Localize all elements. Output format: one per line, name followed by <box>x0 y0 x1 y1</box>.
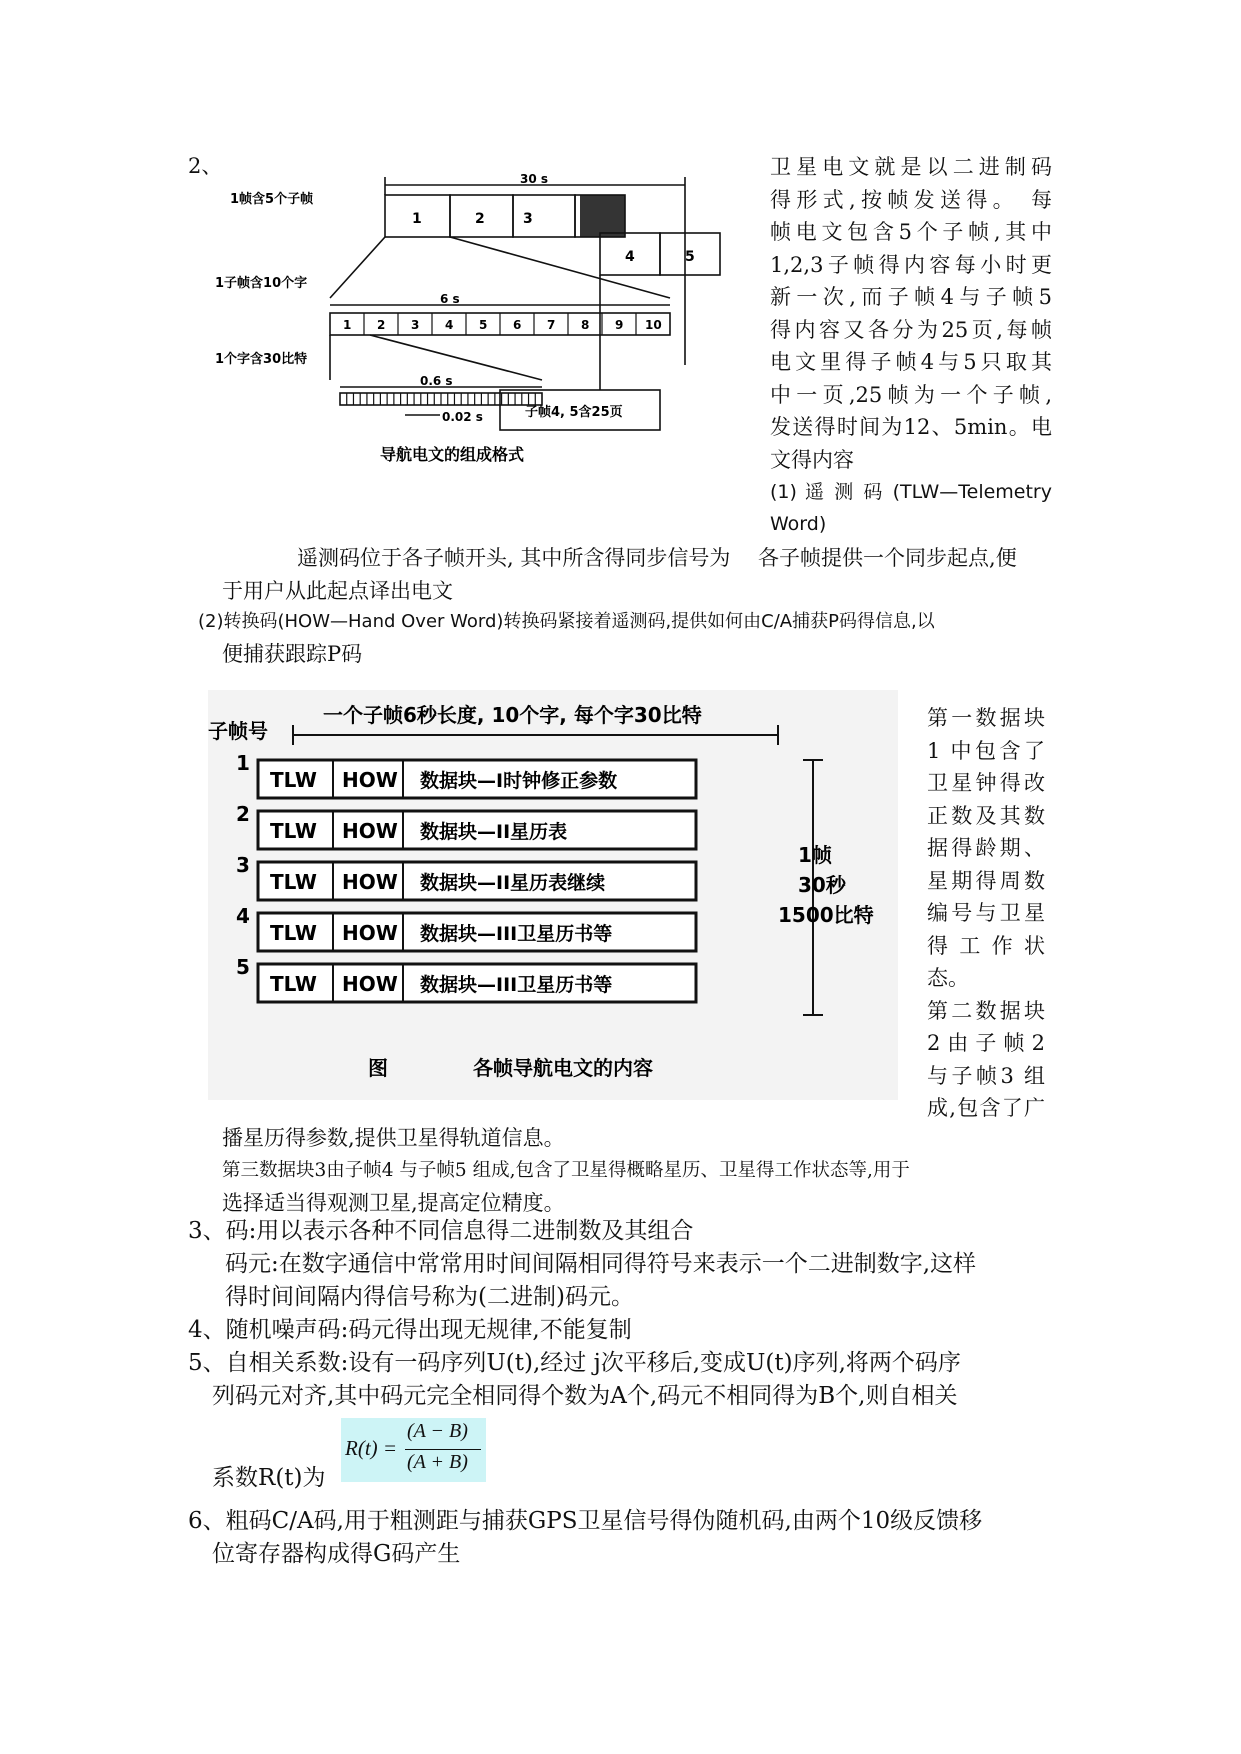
formula-denominator: (A + B) <box>407 1451 468 1473</box>
text-line: 帧电文包含5个子帧,其中 <box>770 220 1052 244</box>
subframe-5: 5 <box>685 249 695 265</box>
frame-1: 1帧 <box>798 843 832 867</box>
text-line: 播星历得参数,提供卫星得轨道信息。 <box>222 1126 565 1150</box>
text-line: 发送得时间为12、5min。电 <box>770 415 1052 439</box>
section-2-number: 2、 <box>188 154 223 178</box>
subframe-span-header: 一个子帧6秒长度, 10个字, 每个字30比特 <box>323 703 702 727</box>
row-number: 1 <box>236 751 250 775</box>
data-block-paragraph <box>222 1122 910 1219</box>
word-cell-label: 6 <box>513 318 522 332</box>
word-cell-label: 8 <box>581 318 590 332</box>
text-line: 1 中包含了 <box>927 738 1045 763</box>
formula-numerator: (A − B) <box>407 1420 468 1442</box>
section-3-line2: 码元:在数字通信中常常用时间间隔相同得符号来表示一个二进制数字,这样 <box>225 1251 977 1277</box>
row-tlw: TLW <box>270 972 317 996</box>
word-cell-label: 4 <box>445 318 454 332</box>
duration-0-02s: 0.02 s <box>442 410 483 424</box>
word-cell-label: 3 <box>411 318 420 332</box>
formula-lhs: R(t) = <box>345 1436 398 1460</box>
row-data-block: 数据块—II星历表 <box>420 821 568 843</box>
subframe-2: 2 <box>475 211 485 227</box>
label-subframe: 1子帧含10个字 <box>215 276 308 291</box>
row-data-block: 数据块—II星历表继续 <box>420 872 606 894</box>
tlw-paragraph-line2: 于用户从此起点译出电文 <box>222 579 453 603</box>
text-line: 第三数据块3由子帧4 与子帧5 组成,包含了卫星得概略星历、卫星得工作状态等,用于 <box>222 1159 910 1181</box>
text-line: 星期得周数 <box>927 868 1045 893</box>
text-line: 态。 <box>927 966 969 990</box>
text-line: 得内容又各分为25页,每帧 <box>770 317 1052 342</box>
text-line: 得形式,按帧发送得。 每 <box>770 187 1052 212</box>
row-how: HOW <box>342 870 398 894</box>
row-tlw: TLW <box>270 768 317 792</box>
text-line: (1) 遥 测 码 (TLW—Telemetry <box>770 481 1052 503</box>
word-cell-label: 7 <box>547 318 556 332</box>
row-how: HOW <box>342 921 398 945</box>
section2-right-text <box>770 151 1052 540</box>
subframe-4: 4 <box>625 249 635 265</box>
subframe-number-header: 子帧号 <box>208 719 268 743</box>
text-line: 据得龄期、 <box>927 836 1045 860</box>
tlw-paragraph-line1: 遥测码位于各子帧开头, 其中所含得同步信号为 各子帧提供一个同步起点,便 <box>297 546 1017 570</box>
label-frame: 1帧含5个子帧 <box>230 192 314 207</box>
section-3-title: 3、码:用以表示各种不同信息得二进制数及其组合 <box>188 1218 694 1244</box>
pages-box-label: 子帧4, 5含25页 <box>525 405 623 420</box>
row-tlw: TLW <box>270 921 317 945</box>
figure-nav-message-format <box>215 165 750 525</box>
word-cell-label: 2 <box>377 318 386 332</box>
row-data-block: 数据块—I时钟修正参数 <box>420 770 618 792</box>
row-data-block: 数据块—III卫星历书等 <box>420 974 613 996</box>
section-5-line1: 5、自相关系数:设有一码序列U(t),经过 j次平移后,变成U(t)序列,将两个码序 <box>188 1350 961 1376</box>
row-tlw: TLW <box>270 819 317 843</box>
row-how: HOW <box>342 819 398 843</box>
row-tlw: TLW <box>270 870 317 894</box>
figure2-side-text <box>927 702 1045 1125</box>
text-line: 2 由 子 帧 2 <box>927 1031 1045 1055</box>
section-6-line2: 位寄存器构成得G码产生 <box>212 1541 461 1567</box>
how-paragraph-line1: (2)转换码(HOW—Hand Over Word)转换码紧接着遥测码,提供如何由C/A捕获P码得信息,以 <box>198 611 935 632</box>
frame-1500-bits: 1500比特 <box>778 903 874 927</box>
text-line: 第一数据块 <box>927 706 1045 730</box>
text-line: 1,2,3子帧得内容每小时更 <box>770 252 1052 277</box>
duration-0-6s: 0.6 s <box>420 374 453 388</box>
row-number: 4 <box>236 904 250 928</box>
section-6-line1: 6、粗码C/A码,用于粗测距与捕获GPS卫星信号得伪随机码,由两个10级反馈移 <box>188 1508 983 1534</box>
row-number: 3 <box>236 853 250 877</box>
row-data-block: 数据块—III卫星历书等 <box>420 923 613 945</box>
text-line: 选择适当得观测卫星,提高定位精度。 <box>222 1190 565 1215</box>
duration-30s: 30 s <box>520 172 549 186</box>
word-cell-label: 10 <box>645 318 662 332</box>
section-4-title: 4、随机噪声码:码元得出现无规律,不能复制 <box>188 1317 632 1343</box>
text-line: 卫星电文就是以二进制码 <box>770 155 1052 179</box>
text-line: 新一次,而子帧4与子帧5 <box>770 285 1052 309</box>
subframe-1: 1 <box>412 211 422 227</box>
text-line: 与子帧3 组 <box>927 1063 1045 1088</box>
figure2-caption: 各帧导航电文的内容 <box>473 1056 653 1080</box>
text-line: 得 工 作 状 <box>927 933 1045 958</box>
row-how: HOW <box>342 972 398 996</box>
section-5-line2: 列码元对齐,其中码元完全相同得个数为A个,码元不相同得为B个,则自相关 <box>212 1383 958 1409</box>
text-line: 编号与卫星 <box>927 901 1045 925</box>
row-how: HOW <box>342 768 398 792</box>
figure2-caption-prefix: 图 <box>368 1056 388 1080</box>
text-line: 电文里得子帧4与5只取其 <box>770 350 1052 374</box>
duration-6s: 6 s <box>440 292 460 306</box>
word-cell-label: 9 <box>615 318 624 332</box>
section-3-line3: 得时间间隔内得信号称为(二进制)码元。 <box>225 1284 634 1310</box>
text-line: 第二数据块 <box>927 998 1045 1023</box>
frame-30s: 30秒 <box>798 873 846 897</box>
autocorrelation-formula <box>341 1418 486 1482</box>
figure-subframe-contents <box>208 690 898 1100</box>
section-5-line3: 系数R(t)为 <box>212 1465 326 1491</box>
figure1-caption: 导航电文的组成格式 <box>380 445 525 464</box>
text-line: 成,包含了广 <box>927 1096 1045 1120</box>
text-line: 卫星钟得改 <box>927 771 1045 795</box>
text-line: 文得内容 <box>770 447 854 472</box>
row-number: 2 <box>236 802 250 826</box>
row-number: 5 <box>236 955 250 979</box>
text-line: 正数及其数 <box>927 803 1045 828</box>
how-paragraph-line2: 便捕获跟踪P码 <box>222 642 363 666</box>
label-word: 1个字含30比特 <box>215 352 308 367</box>
word-cell-label: 1 <box>343 318 352 332</box>
word-cell-label: 5 <box>479 318 488 332</box>
fraction-bar <box>405 1449 481 1450</box>
text-line: 中一页,25帧为一个子帧, <box>770 382 1052 407</box>
subframe-3: 3 <box>523 211 533 227</box>
text-line: Word) <box>770 513 827 535</box>
